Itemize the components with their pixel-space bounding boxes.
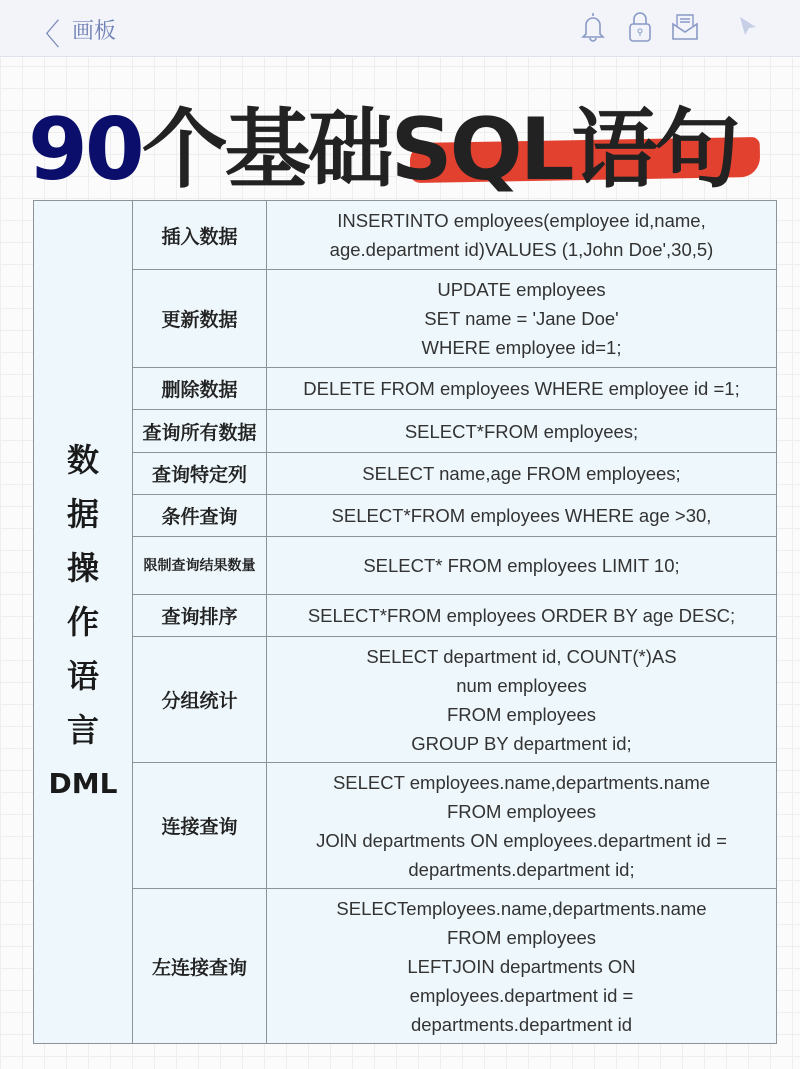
operation-name: 查询排序 [133,595,267,637]
operation-name: 查询特定列 [133,453,267,495]
sql-statement [267,453,777,495]
sql-line: SELECT*FROM employees ORDER BY age DESC; [307,605,736,626]
table-row [34,453,777,495]
operation-name: 插入数据 [133,201,267,270]
category-cell [34,201,133,1044]
table-row [34,270,777,368]
operation-name: 更新数据 [133,270,267,368]
operation-name: 连接查询 [133,763,267,889]
chevron-left-icon[interactable]: 〈 [30,18,60,53]
sql-line: age.department id)VALUES (1,John Doe',30,5) [329,239,714,260]
category-abbr: DML [48,767,118,800]
category-char: 操 [66,549,99,587]
table-row [34,201,777,270]
sql-line: departments.department id [410,1013,633,1035]
sql-line: JOlN departments ON employees.department id = [316,829,727,851]
sql-statement [267,763,777,889]
sql-line: SELECT* FROM employees LIMIT 10; [363,555,680,576]
sql-statement [267,495,777,537]
sql-line: FROM employees [446,800,597,822]
sql-line: SELECTemployees.name,departments.name [336,897,707,919]
sql-statement [267,201,777,270]
operation-name: 条件查询 [133,495,267,537]
top-bar [0,0,800,57]
sql-line: num employees [456,674,587,696]
operation-name: 左连接查询 [133,889,267,1044]
sql-line: SELECT department id, COUNT(*)AS [366,645,677,667]
category-char: 言 [66,711,99,749]
title-text: 个基础SQL语句 [141,100,738,200]
table-row [34,495,777,537]
sql-line: FROM employees [446,703,597,725]
sql-line: FROM employees [446,926,597,948]
category-char: 作 [66,603,99,641]
category-char: 语 [66,657,99,695]
table-row [34,410,777,453]
sql-line: SET name = 'Jane Doe' [424,308,619,329]
sql-line: SELECT*FROM employees WHERE age >30, [331,505,712,526]
cursor-icon[interactable] [735,10,765,44]
sql-line: WHERE employee id=1; [421,337,622,358]
sql-statement [267,889,777,1044]
operation-name: 限制查询结果数量 [133,537,267,595]
lock-icon[interactable] [625,10,655,44]
sql-line: UPDATE employees [437,279,606,300]
table-row [34,763,777,889]
table-row [34,537,777,595]
category-char: 据 [66,495,99,533]
operation-name: 查询所有数据 [133,410,267,453]
board-title[interactable]: 画板 [72,19,117,44]
table-row [34,368,777,410]
mail-icon[interactable] [670,10,700,44]
sql-statement [267,595,777,637]
sql-line: LEFTJOIN departments ON [407,955,636,977]
table-row [34,595,777,637]
category-char: 数 [66,441,99,479]
table-row [34,637,777,763]
table-row [34,889,777,1044]
sql-line: SELECT name,age FROM employees; [362,463,681,484]
sql-line: SELECT employees.name,departments.name [332,771,711,793]
operation-name: 分组统计 [133,637,267,763]
sql-statement [267,537,777,595]
sql-line: SELECT*FROM employees; [404,420,639,442]
sql-statement [267,637,777,763]
sql-line: departments.department id; [408,858,635,880]
bell-icon[interactable] [578,10,608,44]
operation-name: 删除数据 [133,368,267,410]
sql-line: GROUP BY department id; [411,732,632,754]
page-title [28,80,738,200]
sql-table [33,200,777,1044]
sql-line: DELETE FROM employees WHERE employee id =1; [303,378,740,399]
sql-statement [267,368,777,410]
sql-statement [267,410,777,453]
title-number: 90 [28,100,142,200]
sql-line: employees.department id = [409,984,634,1006]
sql-statement [267,270,777,368]
sql-line: INSERTINTO employees(employee id,name, [337,210,706,231]
